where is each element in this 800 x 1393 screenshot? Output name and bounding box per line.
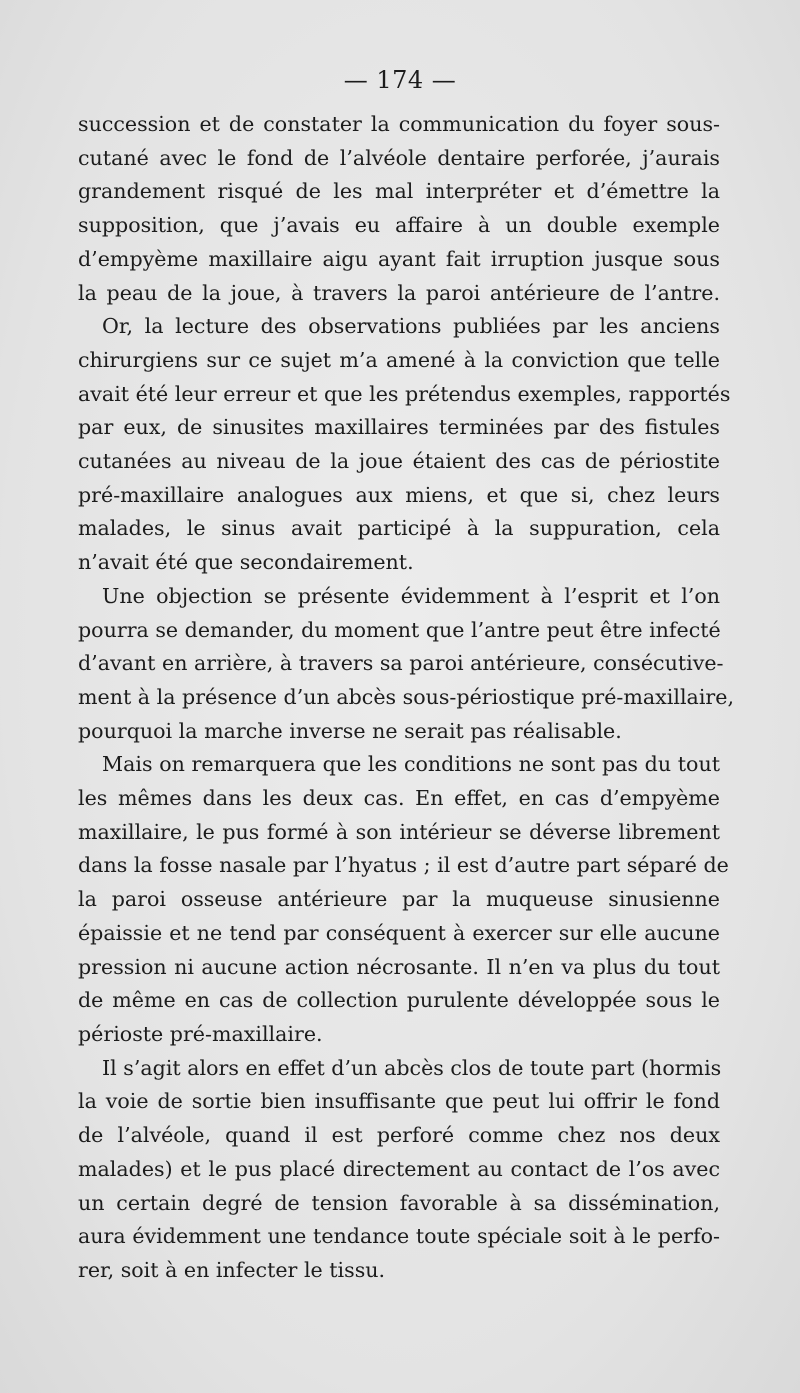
text-line: dans la fosse nasale par l’hyatus ; il est d’autre part séparé de [78,853,729,878]
page-number: — 174 — [343,66,457,94]
text-line: Mais on remarquera que les conditions ne sont pas du tout [102,752,720,777]
text-line: de l’alvéole, quand il est perforé comme chez nos deux [78,1123,720,1148]
paragraph-2 [78,310,731,580]
text-line: chirurgiens sur ce sujet m’a amené à la conviction que telle [78,347,720,372]
text-line: pression ni aucune action nécrosante. Il n’en va plus du tout [78,954,720,979]
text-line: la voie de sortie bien insuffisante que peut lui offrir le fond [78,1089,720,1114]
text-line: cutanées au niveau de la joue étaient des cas de périostite [78,449,720,474]
text-line: grandement risqué de les mal interpréter et d’émettre la [78,179,720,204]
text-line: rer, soit à en infecter le tissu. [78,1257,386,1282]
text-line: supposition, que j’avais eu affaire à un double exemple [78,213,720,238]
text-line: pré-maxillaire analogues aux miens, et que si, chez leurs [78,482,720,507]
paragraph-3 [78,580,734,749]
text-line: un certain degré de tension favorable à sa dissémination, [78,1190,720,1215]
paragraph-5 [78,1052,720,1288]
text-line: avait été leur erreur et que les prétendus exemples, rapportés [78,381,731,406]
text-line: la peau de la joue, à travers la paroi antérieure de l’antre. [78,280,720,305]
text-line: d’empyème maxillaire aigu ayant fait irruption jusque sous [78,246,720,271]
text-line: Une objection se présente évidemment à l’esprit et l’on [102,583,720,608]
text-line: aura évidemment une tendance toute spéciale soit à le perfo- [78,1224,720,1249]
text-line: Il s’agit alors en effet d’un abcès clos de toute part (hormis [102,1055,722,1080]
text-line: Or, la lecture des observations publiées par les anciens [102,314,720,339]
body-text [78,108,734,1288]
text-line: maxillaire, le pus formé à son intérieur se déverse librement [78,819,720,844]
paragraph-1 [78,108,720,310]
text-line: n’avait été que secondairement. [78,550,414,575]
text-line: les mêmes dans les deux cas. En effet, en cas d’empyème [78,786,720,811]
text-line: cutané avec le fond de l’alvéole dentaire perforée, j’aurais [78,145,720,170]
text-line: pourra se demander, du moment que l’antre peut être infecté [78,617,721,642]
paragraph-4 [78,748,729,1051]
text-line: pourquoi la marche inverse ne serait pas réalisable. [78,718,622,743]
text-line: d’avant en arrière, à travers sa paroi antérieure, consécutive- [78,651,724,676]
text-line: ment à la présence d’un abcès sous-périostique pré-maxillaire, [78,684,734,709]
text-line: malades, le sinus avait participé à la suppuration, cela [78,516,720,541]
text-line: épaissie et ne tend par conséquent à exercer sur elle aucune [78,920,720,945]
text-line: malades) et le pus placé directement au contact de l’os avec [78,1156,720,1181]
text-line: par eux, de sinusites maxillaires terminées par des fistules [78,415,720,440]
text-line: de même en cas de collection purulente développée sous le [78,988,720,1013]
text-line: la paroi osseuse antérieure par la muqueuse sinusienne [78,887,720,912]
text-line: périoste pré-maxillaire. [78,1021,323,1046]
text-line: succession et de constater la communication du foyer sous- [78,112,720,136]
